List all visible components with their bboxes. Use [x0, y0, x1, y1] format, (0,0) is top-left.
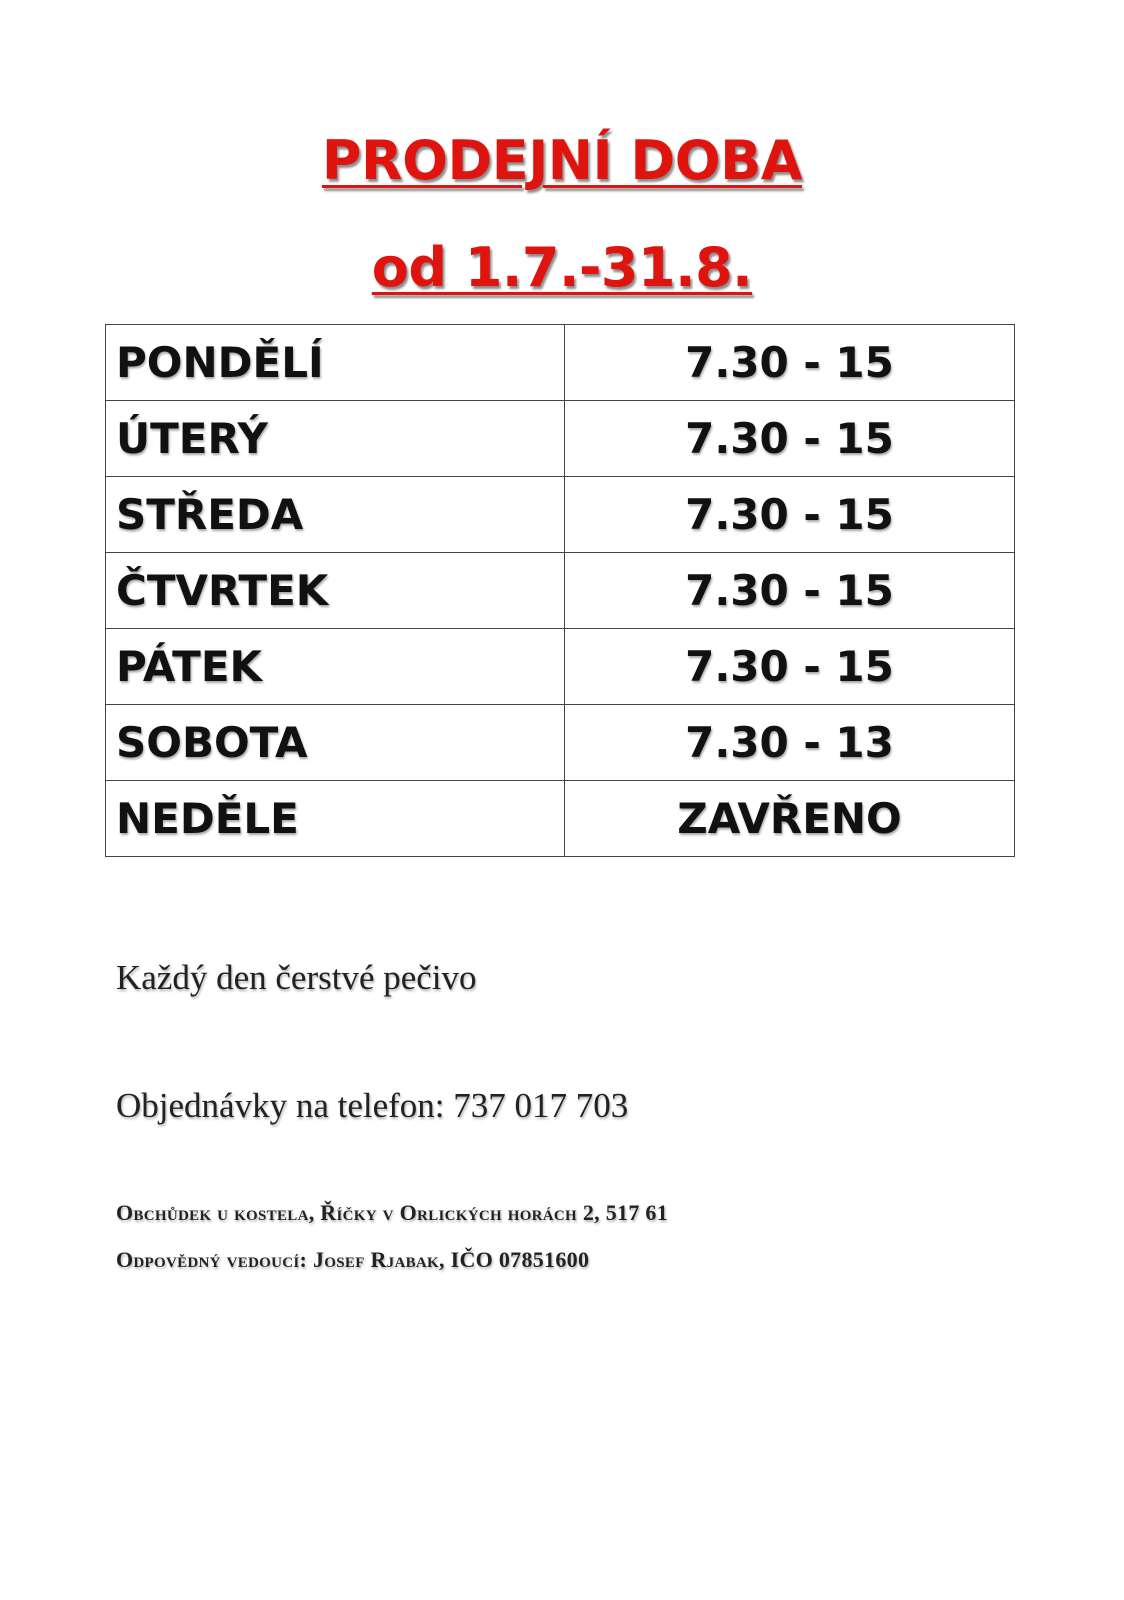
hours-value: ZAVŘENO	[565, 781, 1015, 857]
table-row	[106, 477, 1015, 553]
date-range-title: od 1.7.-31.8.	[371, 236, 753, 299]
day-label: PÁTEK	[106, 629, 565, 705]
day-label: PONDĚLÍ	[106, 325, 565, 401]
day-label: ÚTERÝ	[106, 401, 565, 477]
day-label: NEDĚLE	[106, 781, 565, 857]
table-row	[106, 629, 1015, 705]
table-row	[106, 553, 1015, 629]
hours-value: 7.30 - 15	[565, 553, 1015, 629]
day-label: ČTVRTEK	[106, 553, 565, 629]
hours-value: 7.30 - 15	[565, 477, 1015, 553]
day-label: SOBOTA	[106, 705, 565, 781]
hours-value: 7.30 - 13	[565, 705, 1015, 781]
table-row	[106, 325, 1015, 401]
hours-value: 7.30 - 15	[565, 401, 1015, 477]
table-row	[106, 705, 1015, 781]
table-row	[106, 401, 1015, 477]
hours-value: 7.30 - 15	[565, 325, 1015, 401]
responsible-manager: Odpovědný vedoucí: Josef Rjabak, IČO 07851600	[116, 1247, 590, 1272]
fresh-bread-note: Každý den čerstvé pečivo	[116, 958, 477, 997]
shop-address: Obchůdek u kostela, Říčky v Orlických horách 2, 517 61	[116, 1200, 669, 1225]
opening-hours-table	[105, 324, 1015, 857]
page-title: PRODEJNÍ DOBA	[321, 129, 803, 192]
day-label: STŘEDA	[106, 477, 565, 553]
phone-orders-note: Objednávky na telefon: 737 017 703	[116, 1086, 629, 1125]
hours-value: 7.30 - 15	[565, 629, 1015, 705]
table-row	[106, 781, 1015, 857]
